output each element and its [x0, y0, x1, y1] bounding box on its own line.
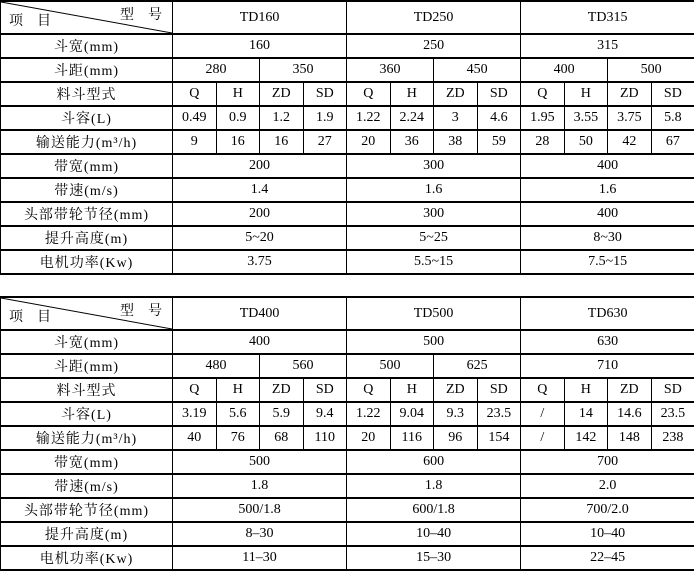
data-cell: 22–45 [521, 546, 694, 570]
data-cell: 5.8 [651, 106, 694, 130]
data-cell: 1.8 [347, 474, 521, 498]
data-cell: 500 [347, 354, 434, 378]
data-cell: SD [651, 378, 694, 402]
data-cell: SD [303, 378, 347, 402]
data-cell: 42 [608, 130, 652, 154]
data-cell: 3.19 [173, 402, 217, 426]
data-cell: 1.4 [173, 178, 347, 202]
data-cell: 9 [173, 130, 217, 154]
data-cell: 0.49 [173, 106, 217, 130]
table-gap [0, 275, 694, 296]
data-cell: ZD [260, 82, 304, 106]
data-cell: 625 [434, 354, 521, 378]
data-cell: / [521, 402, 565, 426]
data-cell: 5.6 [216, 402, 260, 426]
data-cell: 154 [477, 426, 521, 450]
data-cell: 500 [347, 330, 521, 354]
row-label-cell: 斗距(mm) [1, 354, 173, 378]
data-cell: SD [477, 82, 521, 106]
row-label-cell: 料斗型式 [1, 378, 173, 402]
corner-model-label: 型 号 [120, 8, 162, 23]
row-label-cell: 斗宽(mm) [1, 330, 173, 354]
row-label-cell: 头部带轮节径(mm) [1, 498, 173, 522]
data-cell: / [521, 426, 565, 450]
data-cell: 700/2.0 [521, 498, 694, 522]
data-cell: 67 [651, 130, 694, 154]
data-cell: Q [347, 82, 391, 106]
data-cell: SD [303, 82, 347, 106]
data-cell: 50 [564, 130, 608, 154]
data-cell: 142 [564, 426, 608, 450]
data-cell: 300 [347, 154, 521, 178]
data-cell: ZD [608, 82, 652, 106]
data-cell: 360 [347, 58, 434, 82]
data-cell: 700 [521, 450, 694, 474]
data-cell: 160 [173, 34, 347, 58]
data-cell: H [564, 378, 608, 402]
corner-header-cell [1, 1, 173, 34]
data-cell: 11–30 [173, 546, 347, 570]
row-label-cell: 输送能力(m³/h) [1, 130, 173, 154]
corner-model-label: 型 号 [120, 304, 162, 319]
model-header-cell: TD500 [347, 297, 521, 330]
data-cell: 4.6 [477, 106, 521, 130]
data-cell: 36 [390, 130, 434, 154]
data-cell: 110 [303, 426, 347, 450]
data-cell: 2.0 [521, 474, 694, 498]
data-cell: 1.9 [303, 106, 347, 130]
data-cell: 8–30 [173, 522, 347, 546]
data-cell: 500 [608, 58, 694, 82]
data-cell: 16 [260, 130, 304, 154]
data-cell: 59 [477, 130, 521, 154]
row-label-cell: 输送能力(m³/h) [1, 426, 173, 450]
data-cell: ZD [260, 378, 304, 402]
row-label-cell: 电机功率(Kw) [1, 546, 173, 570]
data-cell: 7.5~15 [521, 250, 694, 274]
corner-item-label: 项 目 [9, 14, 51, 29]
data-cell: Q [521, 378, 565, 402]
data-cell: H [216, 378, 260, 402]
data-cell: 450 [434, 58, 521, 82]
data-cell: 480 [173, 354, 260, 378]
data-cell: 23.5 [651, 402, 694, 426]
data-cell: 15–30 [347, 546, 521, 570]
data-cell: 238 [651, 426, 694, 450]
data-cell: 200 [173, 154, 347, 178]
data-cell: ZD [608, 378, 652, 402]
row-label-cell: 料斗型式 [1, 82, 173, 106]
data-cell: 1.8 [173, 474, 347, 498]
data-cell: H [216, 82, 260, 106]
data-cell: 14 [564, 402, 608, 426]
row-label-cell: 斗容(L) [1, 106, 173, 130]
row-label-cell: 斗距(mm) [1, 58, 173, 82]
row-label-cell: 带宽(mm) [1, 154, 173, 178]
data-cell: 630 [521, 330, 694, 354]
data-cell: 9.04 [390, 402, 434, 426]
data-cell: 20 [347, 130, 391, 154]
data-cell: 350 [260, 58, 347, 82]
data-cell: 500/1.8 [173, 498, 347, 522]
model-header-cell: TD630 [521, 297, 694, 330]
data-cell: 10–40 [347, 522, 521, 546]
data-cell: 400 [521, 58, 608, 82]
data-cell: 560 [260, 354, 347, 378]
data-cell: 3 [434, 106, 478, 130]
corner-header-cell [1, 297, 173, 330]
data-cell: 1.22 [347, 106, 391, 130]
data-cell: 5~25 [347, 226, 521, 250]
data-cell: ZD [434, 82, 478, 106]
data-cell: 1.2 [260, 106, 304, 130]
data-cell: ZD [434, 378, 478, 402]
data-cell: Q [173, 82, 217, 106]
data-cell: Q [347, 378, 391, 402]
data-cell: H [390, 378, 434, 402]
data-cell: 2.24 [390, 106, 434, 130]
row-label-cell: 头部带轮节径(mm) [1, 202, 173, 226]
data-cell: 5.9 [260, 402, 304, 426]
data-cell: 76 [216, 426, 260, 450]
data-cell: 1.6 [521, 178, 694, 202]
data-cell: 148 [608, 426, 652, 450]
data-cell: 28 [521, 130, 565, 154]
row-label-cell: 带速(m/s) [1, 178, 173, 202]
model-header-cell: TD315 [521, 1, 694, 34]
model-header-cell: TD160 [173, 1, 347, 34]
data-cell: Q [173, 378, 217, 402]
data-cell: 200 [173, 202, 347, 226]
data-cell: 315 [521, 34, 694, 58]
data-cell: 3.75 [608, 106, 652, 130]
data-cell: 400 [521, 202, 694, 226]
data-cell: 500 [173, 450, 347, 474]
data-cell: 3.75 [173, 250, 347, 274]
data-cell: 38 [434, 130, 478, 154]
data-cell: 68 [260, 426, 304, 450]
data-cell: 5.5~15 [347, 250, 521, 274]
data-cell: SD [651, 82, 694, 106]
data-cell: 1.22 [347, 402, 391, 426]
row-label-cell: 提升高度(m) [1, 522, 173, 546]
data-cell: 14.6 [608, 402, 652, 426]
data-cell: 40 [173, 426, 217, 450]
data-cell: SD [477, 378, 521, 402]
data-cell: 3.55 [564, 106, 608, 130]
data-cell: 16 [216, 130, 260, 154]
data-cell: 5~20 [173, 226, 347, 250]
row-label-cell: 斗宽(mm) [1, 34, 173, 58]
data-cell: 250 [347, 34, 521, 58]
data-cell: 23.5 [477, 402, 521, 426]
data-cell: 9.4 [303, 402, 347, 426]
row-label-cell: 带宽(mm) [1, 450, 173, 474]
data-cell: 400 [521, 154, 694, 178]
corner-item-label: 项 目 [9, 310, 51, 325]
data-cell: 400 [173, 330, 347, 354]
data-cell: 96 [434, 426, 478, 450]
data-cell: 280 [173, 58, 260, 82]
model-header-cell: TD400 [173, 297, 347, 330]
spec-table-td160-td315 [0, 0, 694, 275]
data-cell: 1.95 [521, 106, 565, 130]
row-label-cell: 提升高度(m) [1, 226, 173, 250]
data-cell: 600/1.8 [347, 498, 521, 522]
data-cell: 116 [390, 426, 434, 450]
data-cell: H [564, 82, 608, 106]
data-cell: 20 [347, 426, 391, 450]
data-cell: H [390, 82, 434, 106]
data-cell: 0.9 [216, 106, 260, 130]
data-cell: 300 [347, 202, 521, 226]
spec-table-td400-td630 [0, 296, 694, 571]
model-header-cell: TD250 [347, 1, 521, 34]
data-cell: 10–40 [521, 522, 694, 546]
data-cell: 1.6 [347, 178, 521, 202]
data-cell: 8~30 [521, 226, 694, 250]
data-cell: Q [521, 82, 565, 106]
data-cell: 600 [347, 450, 521, 474]
row-label-cell: 电机功率(Kw) [1, 250, 173, 274]
row-label-cell: 带速(m/s) [1, 474, 173, 498]
data-cell: 27 [303, 130, 347, 154]
data-cell: 9.3 [434, 402, 478, 426]
data-cell: 710 [521, 354, 694, 378]
row-label-cell: 斗容(L) [1, 402, 173, 426]
